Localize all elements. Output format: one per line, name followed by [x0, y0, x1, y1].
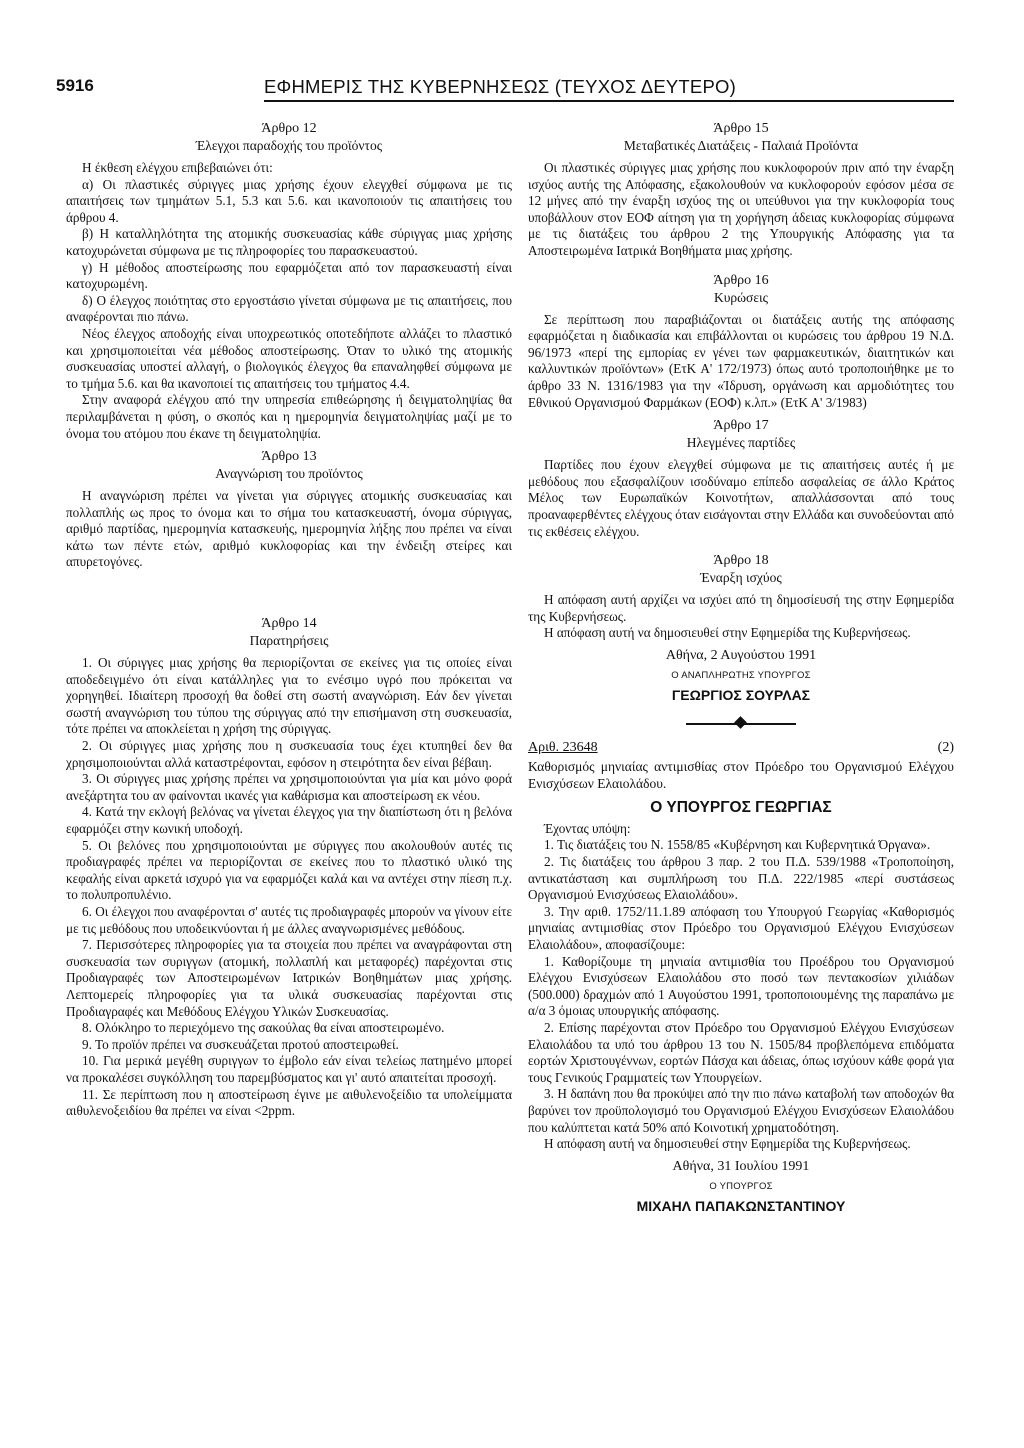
article-14-subtitle: Παρατηρήσεις: [249, 633, 329, 649]
paragraph: β) Η καταλληλότητα της ατομικής συσκευασίας κάθε σύριγγας μιας χρήσης κατοχυρώνεται σύμφωνα με τις πληροφορίες του παρασκευαστού.: [66, 226, 512, 258]
list-item: 6. Οι έλεγχοι που αναφέρονται σ' αυτές τις προδιαγραφές μπορούν να γίνουν είτε με τις μεθόδους που υποδεικνύονται ή με άλλες αναγνωρισμένες μεθόδους.: [66, 903, 512, 936]
list-item: 3. Οι σύριγγες μιας χρήσης πρέπει να χρησιμοποιούνται για μία και μόνο φορά ανεξάρτητα του αν φαίνονται ικανές για καθάρισμα και αποστείρωση εκ νέου.: [66, 771, 512, 803]
place-date: Αθήνα, 31 Ιουλίου 1991: [672, 1158, 810, 1174]
signer-role: Ο ΥΠΟΥΡΓΟΣ: [709, 1181, 773, 1193]
paragraph: Έχοντας υπόψη:: [544, 820, 631, 836]
section-divider: [686, 716, 796, 730]
minister-heading: Ο ΥΠΟΥΡΓΟΣ ΓΕΩΡΓΙΑΣ: [650, 799, 832, 817]
list-item: 8. Ολόκληρο το περιεχόμενο της σακούλας θα είναι αποστειρωμένο.: [82, 1020, 445, 1036]
article-15-title: Άρθρο 15: [713, 121, 769, 136]
decision-header: [528, 740, 954, 757]
paragraph: γ) Η μέθοδος αποστείρωσης που εφαρμόζεται από τον παρασκευαστή είναι κατοχυρωμένη.: [66, 259, 512, 292]
list-item: 10. Για μερικά μεγέθη συριγγων το έμβολο εάν είναι τελείως πατημένο μπορεί να προκαλέσει συγκόλληση του παρεμβύσματος και γι' αυτό απαιτείται προσοχή.: [66, 1053, 512, 1085]
right-column: [528, 120, 954, 1215]
list-item: 1. Καθορίζουμε τη μηνιαία αντιμισθία του Προέδρου του Οργανισμού Ελέγχου Ενισχύσεων Ελαιολάδου στο ποσό των πεντακοσίων χιλιάδων (500.000) δραχμών από 1 Αυγούστου 1991, τροποποιουμένης της παραπάνω με α/α 3 όμοιας υπουργικής απόφασης.: [528, 953, 954, 1019]
signer-name: ΓΕΩΡΓΙΟΣ ΣΟΥΡΛΑΣ: [671, 687, 811, 704]
paragraph: Η απόφαση αυτή αρχίζει να ισχύει από τη δημοσίευσή της στην Εφημερίδα της Κυβερνήσεως.: [528, 592, 954, 624]
decision-title: Καθορισμός μηνιαίας αντιμισθίας στον Πρόεδρο του Οργανισμού Ελέγχου Ενισχύσεων Ελαιολάδου.: [528, 759, 954, 792]
list-item: 1. Οι σύριγγες μιας χρήσης θα περιορίζονται σε εκείνες για τις οποίες είναι αποδεδειγμένο ότι είναι κατάλληλες για το ενέσιμο υγρό που πρόκειται να χορηγηθεί. Ιδιαίτερη προσοχή θα δοθεί στη σωστή αναγνώριση. Εάν δεν γίνεται σωστή αναγνώριση του τύπου της σύριγγας από την επισήμανση στη συσκευασία, τότε πρέπει να αποκλείεται η χρήση της σύριγγας.: [66, 655, 512, 737]
paragraph: Η απόφαση αυτή να δημοσιευθεί στην Εφημερίδα της Κυβερνήσεως.: [544, 1136, 911, 1152]
list-item: 7. Περισσότερες πληροφορίες για τα στοιχεία που πρέπει να αναγράφονται στη συσκευασία των συριγγων (ατομική, πολλαπλή και μεταφορές) παρέχονται στις Προδιαγραφές των Αποστειρωμένων Ιατρικών Βοηθημάτων μιας χρήσης. Λεπτομερείς πληροφορίες για τα υλικά συσκευασίας παρέχονται στις Προδιαγραφές και Μεθόδους Ελέγχου Υλικών Συσκευασίας.: [66, 937, 512, 1019]
article-16-subtitle: Κυρώσεις: [714, 289, 768, 305]
article-12-title: Άρθρο 12: [261, 121, 317, 136]
article-12-subtitle: Έλεγχοι παραδοχής του προϊόντος: [195, 138, 383, 153]
signer-name: ΜΙΧΑΗΛ ΠΑΠΑΚΩΝΣΤΑΝΤΙΝΟΥ: [636, 1197, 846, 1214]
article-13-subtitle: Αναγνώριση του προϊόντος: [215, 466, 363, 482]
paragraph: Παρτίδες που έχουν ελεγχθεί σύμφωνα με τις απαιτήσεις αυτές ή με μεθόδους που εξασφαλίζουν ισοδύναμο επίπεδο ασφαλείας σε άλλο Κράτος Μέλος των Ευρωπαϊκών Κοινοτήτων, απαλλάσσονται από τους προαναφερθέντες ελέγχους όταν εισάγονται στην Ελλάδα και συνοδεύονται από τις εκθέσεις ελέγχου.: [528, 457, 954, 539]
article-18-subtitle: Έναρξη ισχύος: [700, 570, 782, 586]
list-item: 5. Οι βελόνες που χρησιμοποιούνται με σύριγγες που ακολουθούν αυτές τις προδιαγραφές πρέπει να περιορίζονται σε εκείνες που το πλαστικό υλικό της κεφαλής είναι αρκετά ισχυρό για να εφαρμόζει καλά και να αντέχει στην πίεση π.χ. το πολυπροπυλένιο.: [66, 837, 512, 903]
article-15-subtitle: Μεταβατικές Διατάξεις - Παλαιά Προϊόντα: [623, 138, 859, 153]
left-column: [66, 120, 512, 1120]
paragraph: Η αναγνώριση πρέπει να γίνεται για σύριγγες ατομικής συσκευασίας και πολλαπλής ως προς το όνομα και το σήμα του κατασκευαστή, όνομα σύριγγας, αριθμό παρτίδας, ημερομηνία κατασκευής, ημερομηνία λήξης που πρέπει να είναι κάτω των πέντε ετών, αριθμό κυκλοφορίας και την ένδειξη στείρες και απυρετογόνες.: [66, 488, 512, 570]
list-item: 2. Οι σύριγγες μιας χρήσης που η συσκευασία τους έχει κτυπηθεί δεν θα χρησιμοποιούνται αλλά καταστρέφονται, εφόσον η στειρότητα δεν είναι βέβαιη.: [66, 738, 512, 770]
list-item: 3. Την αριθ. 1752/11.1.89 απόφαση του Υπουργού Γεωργίας «Καθορισμός μηνιαίας αντιμισθίας στον Πρόεδρο του Οργανισμού Ελέγχου Ενισχύσεων Ελαιολάδου», αποφασίζουμε:: [528, 903, 954, 952]
list-item: 2. Τις διατάξεις του άρθρου 3 παρ. 2 του Π.Δ. 539/1988 «Τροποποίηση, αντικατάσταση και συμπλήρωση του Π.Δ. 222/1985 «περί συστάσεως Οργανισμού Ενισχύσεως Ελαιολάδου».: [528, 854, 954, 903]
paragraph: δ) Ο έλεγχος ποιότητας στο εργοστάσιο γίνεται σύμφωνα με τις απαιτήσεις, που αναφέρονται πιο πάνω.: [66, 292, 512, 325]
paragraph: Οι πλαστικές σύριγγες μιας χρήσης που κυκλοφορούν πριν από την έναρξη ισχύος αυτής της Απόφασης, εξακολουθούν να κυκλοφορούν εφόσον μέσα σε 12 μήνες από την έναρξη ισχύος της οι υπεύθυνοι για την κυκλοφορία τους υποβάλλουν στον ΕΟΦ αίτηση για τη χορήγηση άδειας κυκλοφορίας σύμφωνα με τις διατάξεις του άρθρου 2 της Υπουργικής Απόφασης για τα Αποστειρωμένα Ιατρικά Βοηθήματα μιας χρήσης.: [528, 160, 954, 258]
article-17-subtitle: Ηλεγμένες παρτίδες: [686, 435, 796, 451]
header-rule: [264, 100, 954, 102]
running-title: ΕΦΗΜΕΡΙΣ ΤΗΣ ΚΥΒΕΡΝΗΣΕΩΣ (ΤΕΥΧΟΣ ΔΕΥΤΕΡΟ): [264, 76, 736, 97]
paragraph: Η απόφαση αυτή να δημοσιευθεί στην Εφημερίδα της Κυβερνήσεως.: [544, 625, 911, 641]
place-date: Αθήνα, 2 Αυγούστου 1991: [665, 647, 817, 663]
list-item: 9. Το προϊόν πρέπει να συσκευάζεται προτού αποστειρωθεί.: [82, 1036, 399, 1052]
list-item: 11. Σε περίπτωση που η αποστείρωση έγινε με αιθυλενοξείδιο τα υπολείμματα αιθυλενοξειδίου θα πρέπει να είναι <2ppm.: [66, 1086, 512, 1119]
article-14-title: Άρθρο 14: [261, 616, 317, 632]
list-item: 1. Τις διατάξεις του Ν. 1558/85 «Κυβέρνηση και Κυβερνητικά Όργανα».: [544, 837, 931, 853]
list-item: 4. Κατά την εκλογή βελόνας να γίνεται έλεγχος για την διαπίστωση ότι η βελόνα εφαρμόζει στην κωνική υποδοχή.: [66, 804, 512, 836]
paragraph: Νέος έλεγχος αποδοχής είναι υποχρεωτικός οποτεδήποτε αλλάζει το πλαστικό και χρησιμοποιείται νέα μέθοδος αποστείρωσης. Όταν το υλικό της ατομικής συσκευασίας υποστεί αλλαγή, ο βιολογικός έλεγχος θα επαναληφθεί σύμφωνα με το τμήμα 5.6. και θα ικανοποιεί τις απαιτήσεις του τμήματος 4.4.: [66, 325, 512, 391]
article-18-title: Άρθρο 18: [713, 553, 769, 569]
paragraph: α) Οι πλαστικές σύριγγες μιας χρήσης έχουν ελεγχθεί σύμφωνα με τις απαιτήσεις των τμημάτων 5.1, 5.3 και 5.6. και ικανοποιούν τις απαιτήσεις του άρθρου 4.: [66, 176, 512, 225]
decision-number: Αριθ. 23648: [528, 739, 598, 755]
paragraph: Στην αναφορά ελέγχου από την υπηρεσία επιθεώρησης ή δειγματοληψίας θα περιλαμβάνεται η φύση, ο σκοπός και η ημερομηνία δειγματοληψίας μαζί με το όνομα του ατόμου που έκανε τη δειγματοληψία.: [66, 392, 512, 441]
signer-role: Ο ΑΝΑΠΛΗΡΩΤΗΣ ΥΠΟΥΡΓΟΣ: [671, 670, 811, 682]
page-number: 5916: [56, 76, 94, 95]
page-header: [56, 76, 962, 100]
paragraph: Σε περίπτωση που παραβιάζονται οι διατάξεις αυτής της απόφασης εφαρμόζεται η διαδικασία και επιβάλλονται οι κυρώσεις του άρθρου 19 Ν.Δ. 96/1973 «περί της εμπορίας εν γένει των φαρμακευτικών, διαιτητικών και καλλυντικών προϊόντων» (ΕτΚ Α' 172/1973) όπως αυτό τροποποιήθηκε με το άρθρο 33 Ν. 1316/1983 για την «Ίδρυση, οργάνωση και αρμοδιότητες του Εθνικού Οργανισμού Φαρμάκων (ΕΟΦ) κ.λπ.» (ΕτΚ Α' 3/1983): [528, 311, 954, 410]
paragraph: Η έκθεση ελέγχου επιβεβαιώνει ότι:: [82, 160, 273, 175]
list-item: 2. Επίσης παρέχονται στον Πρόεδρο του Οργανισμού Ελέγχου Ενισχύσεων Ελαιολάδου τα υπό του άρθρου 13 του Ν. 1505/84 προβλεπόμενα επιδόματα εορτών Χριστουγέννων, εορτών Πάσχα και άδειας, όπως ισχύουν κάθε φορά για τους Γενικούς Γραμματείς των Υπουργείων.: [528, 1019, 954, 1085]
diamond-icon: [734, 716, 747, 729]
list-item: 3. Η δαπάνη που θα προκύψει από την πιο πάνω καταβολή των αποδοχών θα βαρύνει τον προϋπολογισμό του Οργανισμού Ελέγχου Ενισχύσεων Ελαιολάδου που καλύπτεται κατά 50% από Κοινοτική χρηματοδότηση.: [528, 1086, 954, 1135]
article-17-title: Άρθρο 17: [713, 418, 769, 434]
article-13-title: Άρθρο 13: [261, 449, 317, 465]
decision-index: (2): [937, 739, 954, 755]
article-16-title: Άρθρο 16: [713, 272, 769, 288]
